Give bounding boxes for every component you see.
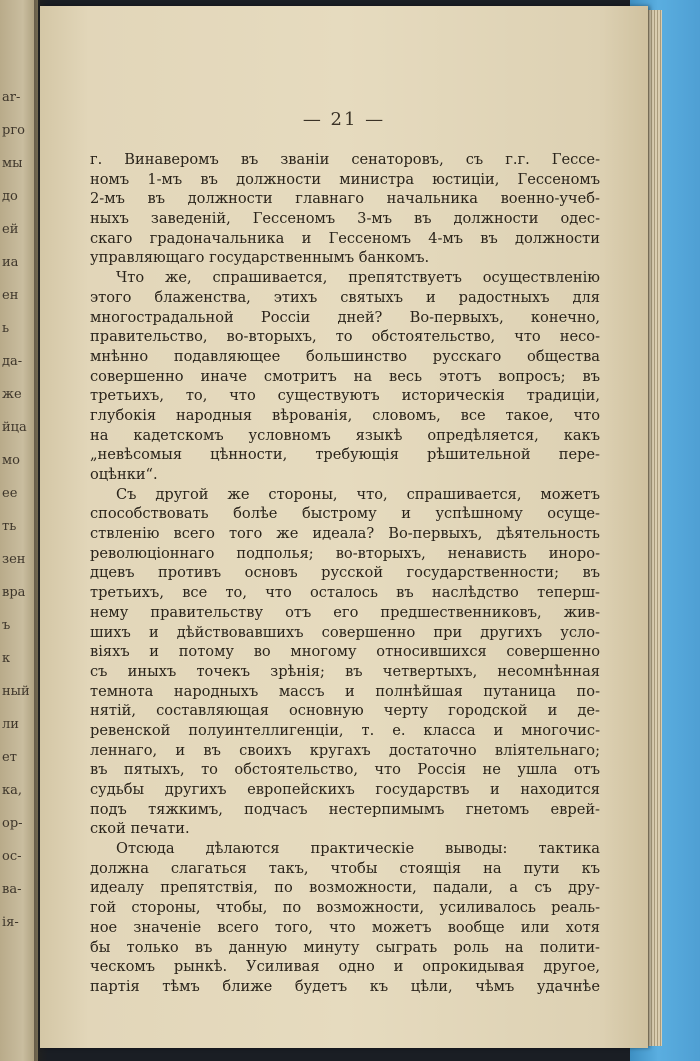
text-line: въ пятыхъ, то обстоятельство, что Россiя не ушла отъ bbox=[90, 761, 600, 779]
left-page-fragment: ен bbox=[2, 288, 19, 303]
left-page-fragment: ей bbox=[2, 222, 19, 237]
left-page-fragment: до bbox=[2, 189, 18, 204]
text-line: ствленiю всего того же идеала? Во-первыхъ, дѣятельность bbox=[90, 525, 600, 543]
text-line: способствовать болѣе быстрому и успѣшному осуще- bbox=[90, 505, 600, 523]
left-page-fragment: ar- bbox=[2, 90, 21, 105]
left-page-fragment: иа bbox=[2, 255, 19, 270]
text-line: номъ 1-мъ въ должности министра юстицiи, Гессеномъ bbox=[90, 170, 600, 188]
text-line: глубокiя народныя вѣрованiя, словомъ, все такое, что bbox=[90, 406, 600, 424]
text-line: бы только въ данную минуту сыграть роль на полити- bbox=[90, 938, 600, 956]
text-line: партiя тѣмъ ближе будетъ къ цѣли, чѣмъ удачнѣе bbox=[90, 977, 600, 995]
text-line: г. Винаверомъ въ званiи сенаторовъ, съ г.г. Гессе- bbox=[90, 151, 600, 168]
text-line: нему правительству отъ его предшественниковъ, жив- bbox=[90, 603, 600, 621]
left-page-fragment: ь bbox=[2, 321, 10, 336]
text-line: леннаго, и въ своихъ кругахъ достаточно влiятельнаго; bbox=[90, 741, 600, 759]
text-line: судьбы другихъ европейскихъ государствъ и находится bbox=[90, 781, 600, 798]
left-page-fragment: зен bbox=[2, 552, 26, 567]
book-page bbox=[40, 6, 648, 1048]
text-line: третьихъ, то, что существуютъ историческiя традицiи, bbox=[90, 387, 600, 405]
text-line: управляющаго государственнымъ банкомъ. bbox=[90, 249, 430, 267]
left-page-fragment: ет bbox=[2, 750, 17, 765]
text-line: должна слагаться такъ, чтобы стоящiя на пути къ bbox=[90, 859, 600, 877]
text-line: нятiй, составляющая основную черту городской и де- bbox=[90, 702, 600, 720]
text-line: идеалу препятствiя, по возможности, падали, а съ дру- bbox=[90, 879, 600, 897]
text-line: на кадетскомъ условномъ языкѣ опредѣляется, какъ bbox=[90, 426, 600, 444]
text-line: ныхъ заведенiй, Гессеномъ 3-мъ въ должности одес- bbox=[90, 210, 600, 228]
text-line: темнота народныхъ массъ и полнѣйшая путаница по- bbox=[90, 682, 600, 700]
text-line: скаго градоначальника и Гессеномъ 4-мъ въ должности bbox=[90, 229, 600, 247]
text-line: дцевъ противъ основъ русской государственности; въ bbox=[90, 564, 600, 582]
text-line: многострадальной Россiи дней? Во-первыхъ, конечно, bbox=[90, 308, 600, 326]
left-page-fragment: йца bbox=[2, 420, 27, 435]
text-line: „невѣсомыя цѣнности, требующiя рѣшительной пере- bbox=[90, 446, 600, 464]
text-line: оцѣнки“. bbox=[90, 466, 158, 483]
left-page-fragment: ть bbox=[2, 519, 17, 534]
text-line: ской печати. bbox=[90, 820, 190, 838]
left-page-fragment: ва- bbox=[2, 882, 22, 897]
text-line: ческомъ рынкѣ. Усиливая одно и опрокидывая другое, bbox=[90, 958, 600, 976]
text-line: гой стороны, чтобы, по возможности, усиливалось реаль- bbox=[90, 899, 600, 917]
text-line: ревенской полуинтеллигенцiи, т. е. класса и многочис- bbox=[90, 721, 600, 739]
text-line: шихъ и дѣйствовавшихъ совершенно при другихъ усло- bbox=[90, 623, 600, 641]
left-page-fragment: мо bbox=[2, 453, 20, 468]
left-page-fragment: ный bbox=[2, 684, 30, 699]
left-page-fragment: рго bbox=[2, 123, 25, 138]
text-line: подъ тяжкимъ, подчасъ нестерпимымъ гнетомъ еврей- bbox=[90, 800, 600, 818]
left-page-fragment: мы bbox=[2, 156, 23, 171]
left-page-fragment: ор- bbox=[2, 816, 23, 831]
text-line: 2-мъ въ должности главнаго начальника военно-учеб- bbox=[90, 190, 600, 208]
text-line: третьихъ, все то, что осталось въ наслѣдство теперш- bbox=[90, 584, 600, 602]
text-line: вiяхъ и потому во многому относившихся совершенно bbox=[90, 643, 600, 661]
left-page-fragment: вра bbox=[2, 585, 26, 600]
text-line: революцiоннаго подполья; во-вторыхъ, ненависть иноро- bbox=[90, 544, 600, 562]
page-number: — 21 — bbox=[302, 109, 386, 130]
left-page-fragment: ее bbox=[2, 486, 18, 501]
left-page-fragment: ка, bbox=[2, 783, 23, 798]
left-page-fragment: ли bbox=[2, 717, 19, 732]
page-text bbox=[90, 150, 600, 997]
left-page-fragment: ъ bbox=[2, 618, 11, 633]
text-line: правительство, во-вторыхъ, то обстоятельство, что несо- bbox=[90, 328, 600, 346]
left-page-fragment: же bbox=[2, 387, 22, 402]
page-edges bbox=[646, 10, 662, 1046]
text-line: ное значенiе всего того, что можетъ вообще или хотя bbox=[90, 918, 600, 936]
left-page-fragment: к bbox=[2, 651, 11, 666]
text-line: Отсюда дѣлаются практическiе выводы: тактика bbox=[116, 840, 600, 858]
text-line: Съ другой же стороны, что, спрашивается, можетъ bbox=[116, 485, 600, 503]
left-page-fragment: iя- bbox=[2, 915, 19, 930]
left-page-fragment: ос- bbox=[2, 849, 22, 864]
left-page-edge bbox=[0, 0, 38, 1061]
left-page-fragment: да- bbox=[2, 354, 23, 369]
text-line: Что же, спрашивается, препятствуетъ осуществленiю bbox=[116, 269, 600, 287]
text-line: этого блаженства, этихъ святыхъ и радостныхъ для bbox=[90, 288, 600, 306]
text-line: съ иныхъ точекъ зрѣнiя; въ четвертыхъ, несомнѣнная bbox=[90, 662, 600, 680]
text-line: мнѣнно подавляющее большинство русскаго общества bbox=[90, 347, 600, 365]
text-line: совершенно иначе смотритъ на весь этотъ вопросъ; въ bbox=[90, 367, 600, 385]
